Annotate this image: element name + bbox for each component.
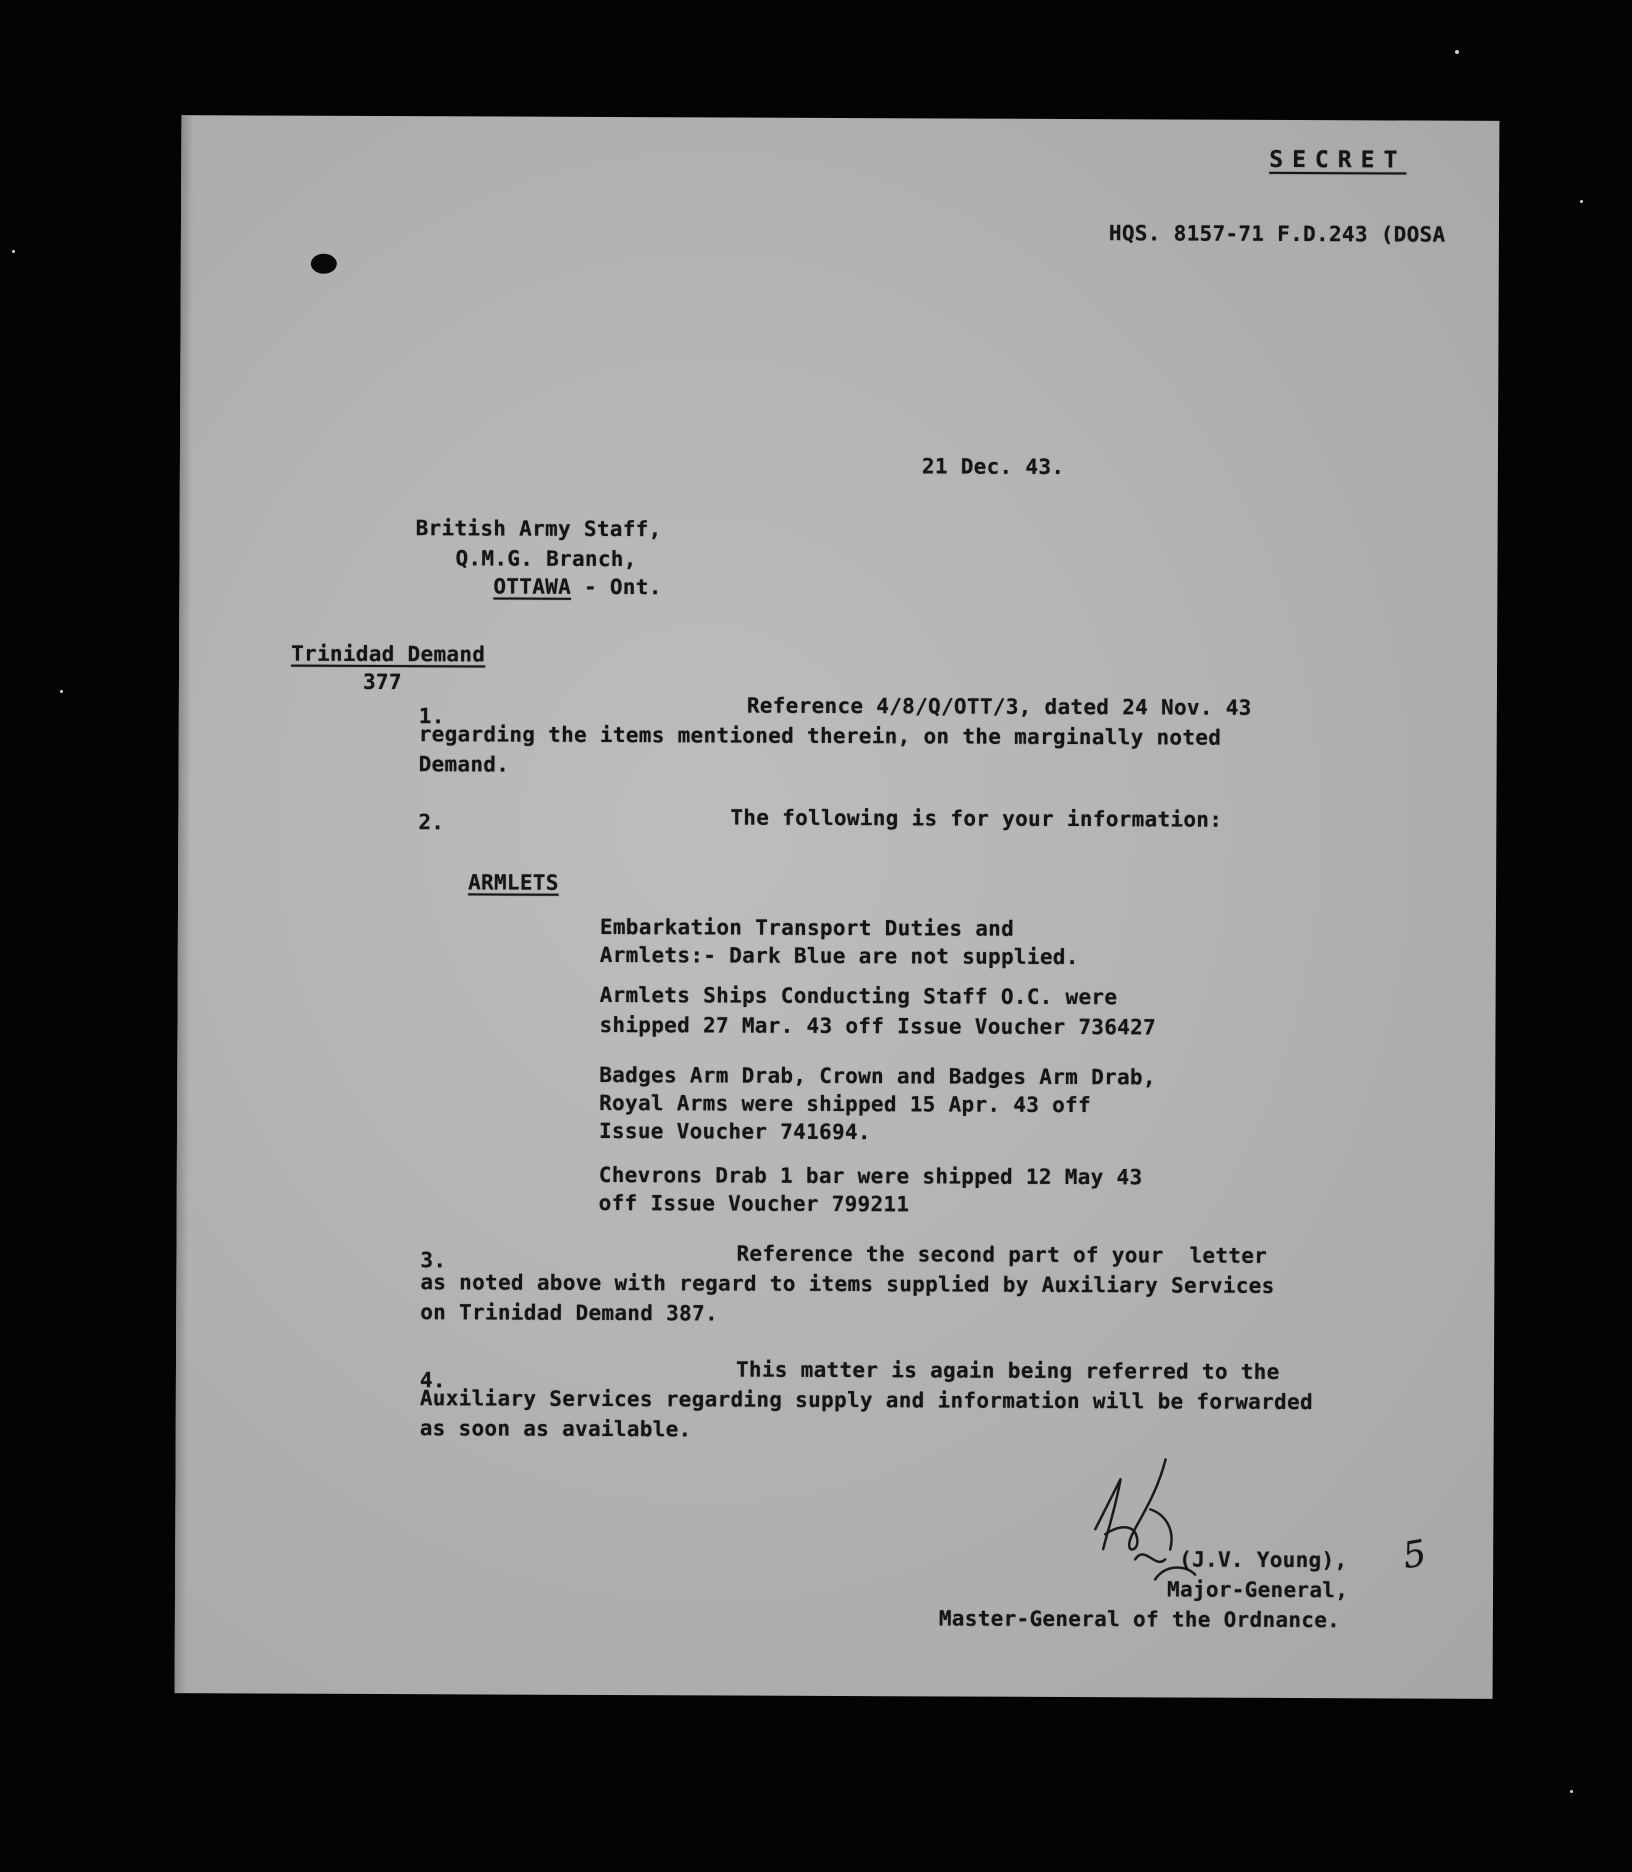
paragraph-1-line: regarding the items mentioned therein, on the marginally noted [418, 722, 1222, 750]
paragraph-3-line: as noted above with regard to items supplied by Auxiliary Services [420, 1270, 1275, 1298]
paragraph-3-lead: Reference the second part of your letter [736, 1241, 1268, 1268]
paragraph-3-number: 3. [420, 1248, 447, 1273]
signatory-rank: Major-General, [1166, 1577, 1349, 1603]
paragraph-2-number: 2. [418, 810, 445, 835]
addressee-line-2: Q.M.G. Branch, [455, 546, 637, 572]
letter-date: 21 Dec. 43. [921, 454, 1065, 479]
armlets-item-line: Royal Arms were shipped 15 Apr. 43 off [599, 1090, 1092, 1118]
paragraph-1-lead: Reference 4/8/Q/OTT/3, dated 24 Nov. 43 [746, 693, 1252, 720]
paragraph-4-line: as soon as available. [419, 1416, 692, 1442]
margin-note-title: Trinidad Demand [291, 641, 486, 667]
addressee-line-3 [493, 572, 661, 602]
armlets-item-line: Chevrons Drab 1 bar were shipped 12 May 43 [598, 1162, 1143, 1190]
paragraph-4-line: Auxiliary Services regarding supply and information will be forwarded [419, 1386, 1313, 1415]
paragraph-1-line: Demand. [418, 752, 510, 777]
armlets-item-line: Issue Voucher 741694. [598, 1118, 871, 1145]
page-edge-shadow [175, 115, 194, 1693]
paragraph-4-lead: This matter is again being referred to the [735, 1357, 1280, 1384]
document-page [175, 115, 1500, 1699]
armlets-item-line: Badges Arm Drab, Crown and Badges Arm Drab, [599, 1062, 1156, 1090]
armlets-item-line: Armlets:- Dark Blue are not supplied. [599, 942, 1079, 970]
paragraph-2-lead: The following is for your information: [730, 805, 1223, 832]
margin-note-number: 377 [362, 669, 402, 695]
armlets-item-line: off Issue Voucher 799211 [598, 1190, 910, 1217]
armlets-item-line: Embarkation Transport Duties and [599, 914, 1015, 941]
addressee-line-1: British Army Staff, [415, 516, 662, 542]
scan-speck [1570, 1790, 1573, 1793]
page-mark: 5 [1399, 1532, 1430, 1578]
armlets-heading: ARMLETS [468, 870, 559, 895]
armlets-item-line: Armlets Ships Conducting Staff O.C. were [599, 982, 1118, 1010]
file-reference: HQS. 8157-71 F.D.243 (DOSA [1108, 221, 1446, 247]
ink-blot [311, 254, 337, 274]
addressee-province: - Ont. [571, 574, 662, 600]
paragraph-4-number: 4. [419, 1368, 446, 1393]
scan-speck [1455, 50, 1459, 54]
armlets-item-line: shipped 27 Mar. 43 off Issue Voucher 736427 [599, 1012, 1157, 1040]
signatory-title: Master-General of the Ordnance. [938, 1606, 1341, 1633]
paragraph-3-line: on Trinidad Demand 387. [420, 1300, 718, 1326]
scan-speck [12, 250, 15, 253]
paragraph-1-number: 1. [418, 704, 445, 729]
scan-speck [60, 690, 63, 693]
signatory-name: (J.V. Young), [1179, 1547, 1348, 1573]
scan-speck [1580, 200, 1583, 203]
addressee-city: OTTAWA [493, 574, 572, 599]
classification-marking: SECRET [1269, 146, 1407, 174]
